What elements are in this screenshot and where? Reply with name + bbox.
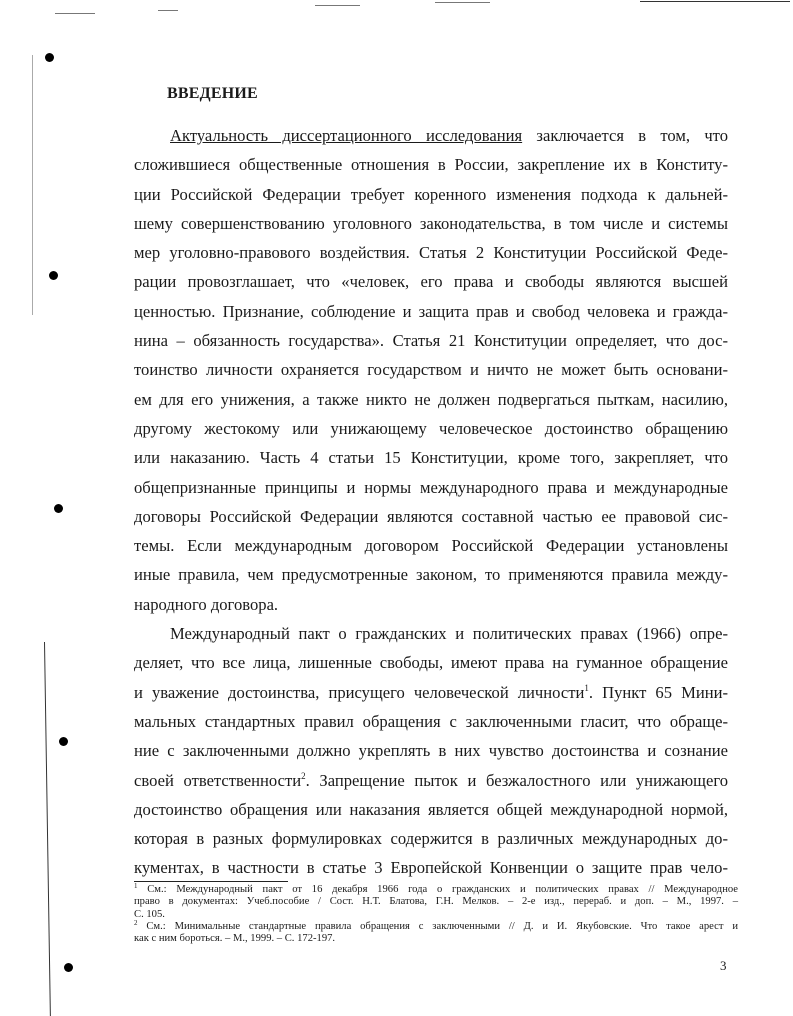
paragraph-line: Актуальность диссертационного исследования заключается в том, что	[170, 126, 728, 145]
paragraph-line: Международный пакт о гражданских и политических правах (1966) опре-	[170, 624, 728, 644]
paragraph-line: деляет, что все лица, лишенные свободы, имеют права на гуманное обращение	[134, 653, 728, 673]
footnote-number: 1	[134, 882, 138, 890]
footnotes	[134, 884, 738, 945]
paragraph-line: нина – обязанность государства». Статья 21 Конституции определяет, что дос-	[134, 331, 728, 351]
footnote-2-line: как с ним бороться. – М., 1999. – С. 172-197.	[134, 933, 336, 945]
underlined-lead: Актуальность диссертационного исследования	[170, 126, 523, 145]
footnote-number: 2	[134, 918, 138, 927]
scan-artifact-line	[640, 1, 790, 2]
paragraph-line: мальных стандартных правил обращения с заключенными гласит, что обраще-	[134, 711, 728, 731]
scan-artifact-line	[435, 2, 490, 3]
paragraph-line: шему совершенствованию уголовного законодательства, в том числе и системы	[134, 213, 728, 233]
paragraph-line: достоинство обращения или наказания является общей международной нормой,	[134, 799, 728, 819]
paragraph-line: которая в разных формулировках содержится в различных международных до-	[134, 829, 728, 849]
footnote-ref-2[interactable]: 2	[301, 770, 306, 781]
paragraph-line: иные правила, чем предусмотренные законом, то применяются правила между-	[134, 565, 728, 585]
paragraph-line: темы. Если международным договором Российской Федерации установлены	[134, 536, 728, 556]
page-number: 3	[720, 958, 727, 973]
binding-hole-mark	[45, 53, 54, 62]
binding-hole-mark	[49, 271, 58, 280]
paragraph-line: ние с заключенными должно укреплять в них чувство достоинства и сознание	[134, 741, 728, 761]
paragraph-line: рации провозглашает, что «человек, его права и свободы являются высшей	[134, 272, 728, 292]
paragraph-line: общепризнанные принципы и нормы международного права и международные	[134, 477, 728, 497]
paragraph-line: мер уголовно-правового воздействия. Статья 2 Конституции Российской Феде-	[134, 243, 728, 263]
left-margin-line	[32, 55, 33, 315]
paragraph-line: договоры Российской Федерации являются составной частью ее правовой сис-	[134, 506, 728, 526]
paragraph-line: ценностью. Признание, соблюдение и защита прав и свобод человека и гражда-	[134, 301, 728, 321]
scan-artifact-line	[315, 5, 360, 6]
paragraph-line: своей ответственности$^2$. Запрещение пыток и безжалостного или унижающего	[134, 770, 729, 790]
binding-hole-mark	[54, 504, 63, 513]
paragraph-line: ции Российской Федерации требует коренного изменения подхода к дальней-	[134, 184, 728, 204]
binding-hole-mark	[59, 737, 68, 746]
footnote-1-line: право в документах: Учеб.пособие / Сост. Н.Т. Блатова, Г.Н. Мелков. – 2-е изд., перераб. и доп. – М., 1997. –	[134, 896, 738, 908]
body-text	[134, 121, 728, 883]
footnote-ref-1[interactable]: 1	[584, 682, 589, 693]
footnote-1-line: $^1$ См.: Международный пакт от 16 декабря 1966 года о гражданских и политических правах // Международное	[134, 882, 738, 895]
paragraph-line: или наказанию. Часть 4 статьи 15 Конституции, кроме того, закрепляет, что	[134, 448, 728, 468]
paragraph-line: и уважение достоинства, присущего человеческой личности$^1$. Пункт 65 Мини-	[134, 682, 728, 702]
binding-hole-mark	[64, 963, 73, 972]
paragraph-line: тоинство личности охраняется государством и ничто не может быть основани-	[134, 360, 728, 380]
section-heading: ВВЕДЕНИЕ	[167, 85, 258, 102]
paragraph-line: ем для его унижения, а также никто не должен подвергаться пыткам, насилию,	[134, 389, 728, 409]
scan-artifact-line	[55, 13, 95, 14]
paragraph-line: народного договора.	[134, 594, 279, 614]
scan-artifact-line	[158, 10, 178, 11]
paragraph-line: кументах, в частности в статье 3 Европейской Конвенции о защите прав чело-	[134, 858, 728, 878]
footnote-1-line: С. 105.	[134, 908, 165, 920]
paragraph-line: другому жестокому или унижающему человеческое достоинство обращению	[134, 418, 728, 438]
footnote-separator	[134, 881, 288, 882]
paragraph-line: сложившиеся общественные отношения в России, закрепление их в Конститу-	[134, 155, 728, 175]
footnote-2-line: $^2$ См.: Минимальные стандартные правила обращения с заключенными // Д. и И. Якубовские. Что такое арест и	[134, 918, 738, 932]
left-margin-line	[44, 642, 51, 1016]
